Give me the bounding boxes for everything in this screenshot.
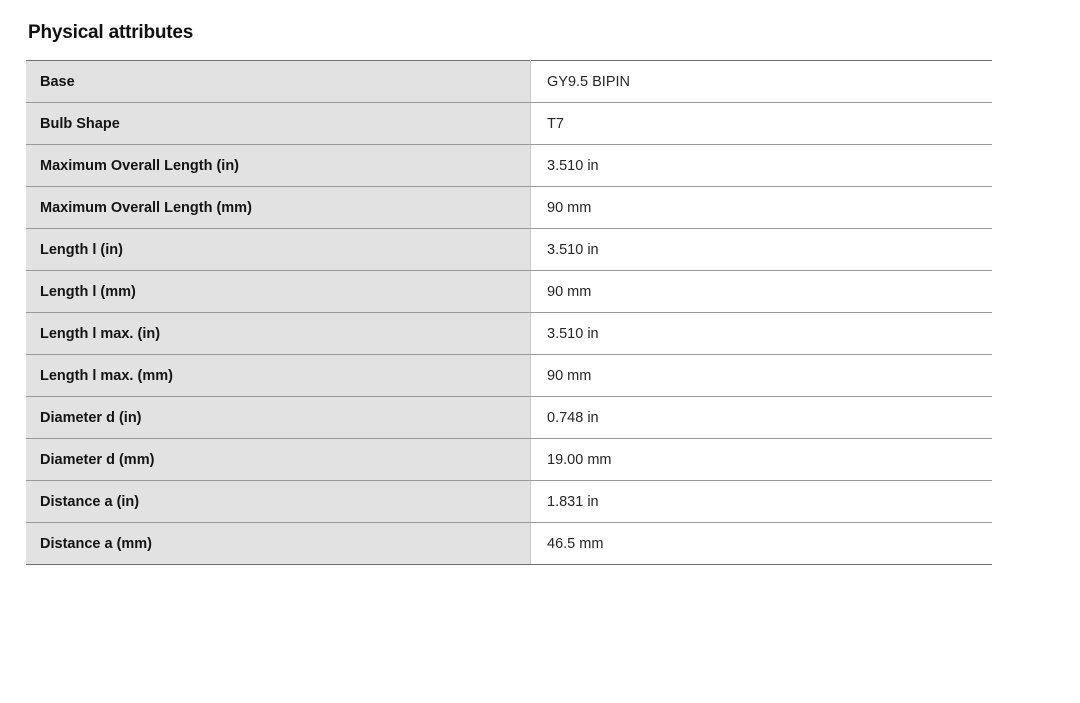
attribute-label: Maximum Overall Length (mm) [26,187,531,229]
attribute-label: Bulb Shape [26,103,531,145]
table-row [26,355,992,397]
attribute-value: 19.00 mm [531,439,993,481]
page-title: Physical attributes [28,22,194,43]
table-row [26,61,992,103]
table-row [26,145,992,187]
table-row [26,397,992,439]
attribute-label: Length l max. (in) [26,313,531,355]
table-row [26,229,992,271]
attribute-label: Base [26,61,531,103]
attribute-label: Distance a (in) [26,481,531,523]
table-row [26,187,992,229]
table-row [26,481,992,523]
attribute-value: 90 mm [531,355,993,397]
table-row [26,523,992,565]
attribute-value: 46.5 mm [531,523,993,565]
attribute-label: Length l max. (mm) [26,355,531,397]
attribute-label: Length l (in) [26,229,531,271]
attribute-label: Length l (mm) [26,271,531,313]
attribute-value: GY9.5 BIPIN [531,61,993,103]
attribute-value: 90 mm [531,271,993,313]
attribute-label: Diameter d (mm) [26,439,531,481]
physical-attributes-table [26,60,992,565]
table-row [26,103,992,145]
table-body [26,61,992,565]
attribute-value: 3.510 in [531,229,993,271]
attribute-label: Diameter d (in) [26,397,531,439]
attribute-value: 90 mm [531,187,993,229]
attribute-value: 0.748 in [531,397,993,439]
table-row [26,271,992,313]
attribute-label: Maximum Overall Length (in) [26,145,531,187]
attribute-value: T7 [531,103,993,145]
attribute-value: 3.510 in [531,313,993,355]
table-row [26,439,992,481]
attribute-value: 1.831 in [531,481,993,523]
attribute-label: Distance a (mm) [26,523,531,565]
attribute-value: 3.510 in [531,145,993,187]
table-row [26,313,992,355]
